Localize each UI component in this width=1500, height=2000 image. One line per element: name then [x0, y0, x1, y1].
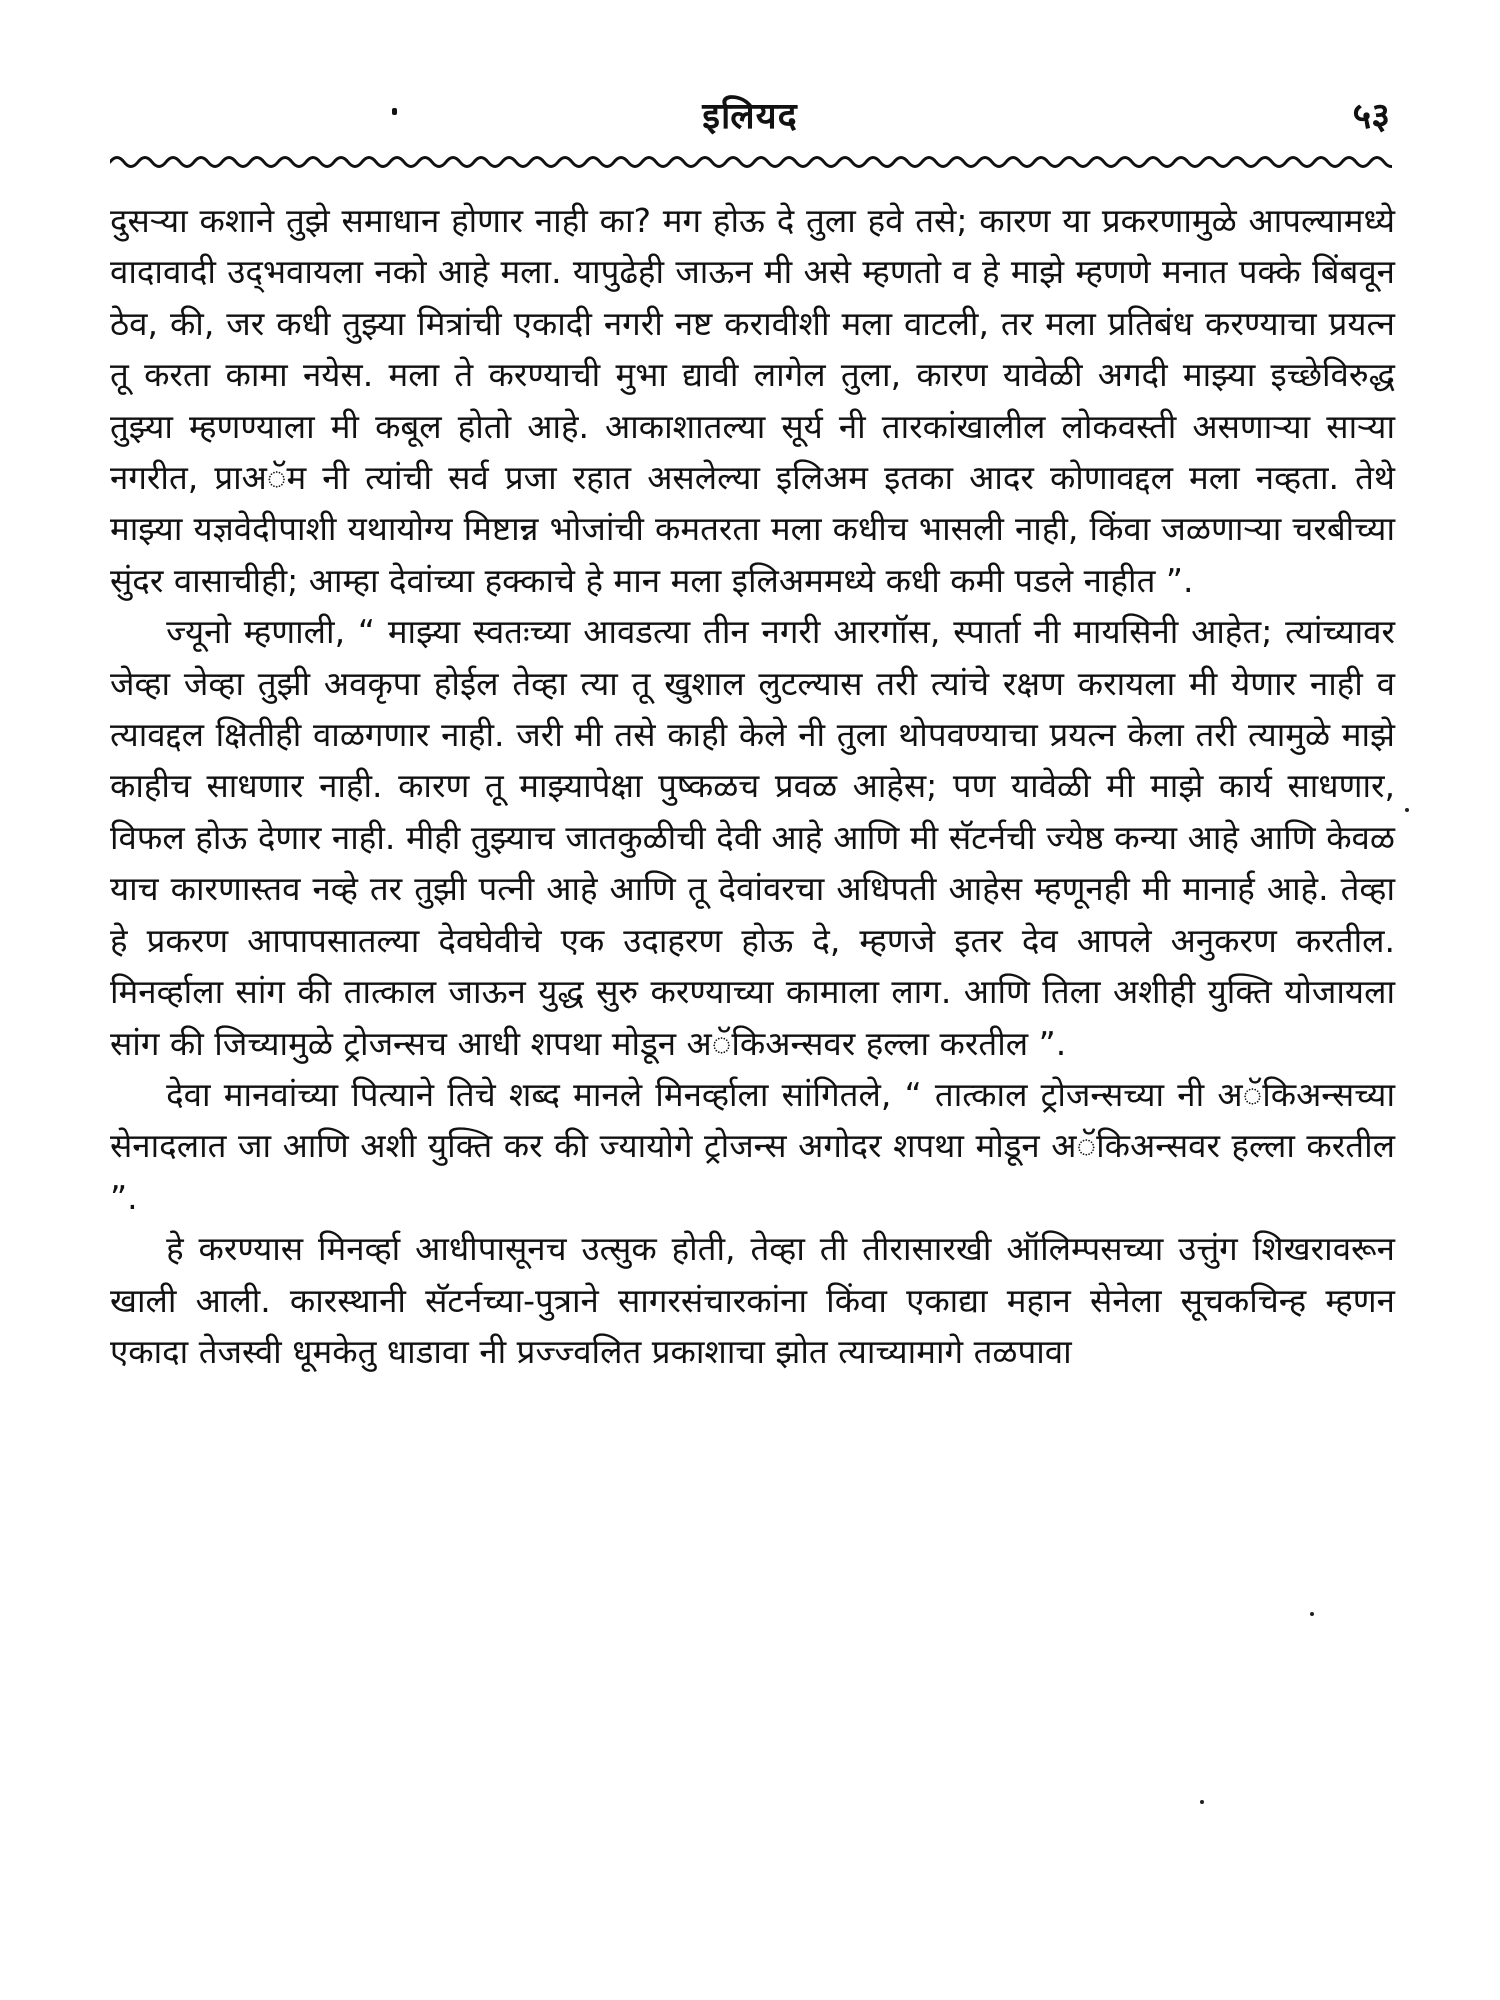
paragraph: हे करण्यास मिनर्व्हा आधीपासूनच उत्सुक होती, तेव्हा ती तीरासारखी ऑलिम्पसच्या उत्तुंग शिखरावरून खाली आली. कारस्थानी सॅटर्नच्या-पुत्राने सागरसंचारकांना किंवा एकाद्या महान सेनेला सूचकचिन्ह म्हणन एकादा तेजस्वी धूमकेतु धाडावा नी प्रज्ज्वलित प्रकाशाचा झोत त्याच्यामागे तळपावा: [110, 1229, 1395, 1371]
paragraph: ज्यूनो म्हणाली, “ माझ्या स्वतःच्या आवडत्या तीन नगरी आरगॉस, स्पार्ता नी मायसिनी आहेत; त्यांच्यावर जेव्हा जेव्हा तुझी अवकृपा होईल तेव्हा त्या तू खुशाल लुटल्यास तरी त्यांचे रक्षण करायला मी येणार नाही व त्यावद्दल क्षितीही वाळगणार नाही. जरी मी तसे काही केले नी तुला थोपवण्याचा प्रयत्न केला तरी त्यामुळे माझे काहीच साधणार नाही. कारण तू माझ्यापेक्षा पुष्कळच प्रवळ आहेस; पण यावेळी मी माझे कार्य साधणार, विफल होऊ देणार नाही. मीही तुझ्याच जातकुळीची देवी आहे आणि मी सॅटर्नची ज्येष्ठ कन्या आहे आणि केवळ याच कारणास्तव नव्हे तर तुझी पत्नी आहे आणि तू देवांवरचा अधिपती आहेस म्हणूनही मी मानार्ह आहे. तेव्हा हे प्रकरण आपापसातल्या देवघेवीचे एक उदाहरण होऊ दे, म्हणजे इतर देव आपले अनुकरण करतील. मिनर्व्हाला सांग की तात्काल जाऊन युद्ध सुरु करण्याच्या कामाला लाग. आणि तिला अशीही युक्ति योजायला सांग की जिच्यामुळे ट्रोजन्सच आधी शपथा मोडून अॅकिअन्सवर हल्ला करतील ”.: [110, 612, 1395, 1063]
ink-speck: [1310, 1612, 1314, 1616]
paragraph: दुसऱ्या कशाने तुझे समाधान होणार नाही का? मग होऊ दे तुला हवे तसे; कारण या प्रकरणामुळे आपल्यामध्ये वादावादी उद्‌भवायला नको आहे मला. यापुढेही जाऊन मी असे म्हणतो व हे माझे म्हणणे मनात पक्के बिंबवून ठेव, की, जर कधी तुझ्या मित्रांची एकादी नगरी नष्ट करावीशी मला वाटली, तर मला प्रतिबंध करण्याचा प्रयत्न तू करता कामा नयेस. मला ते करण्याची मुभा द्यावी लागेल तुला, कारण यावेळी अगदी माझ्या इच्छेविरुद्ध तुझ्या म्हणण्याला मी कबूल होतो आहे. आकाशातल्या सूर्य नी तारकांखालील लोकवस्ती असणाऱ्या साऱ्या नगरीत, प्राअॅम नी त्यांची सर्व प्रजा रहात असलेल्या इलिअम इतका आदर कोणावद्दल मला नव्हता. तेथे माझ्या यज्ञवेदीपाशी यथायोग्य मिष्टान्न भोजांची कमतरता मला कधीच भासली नाही, किंवा जळणाऱ्या चरबीच्या सुंदर वासाचीही; आम्हा देवांच्या हक्काचे हे मान मला इलिअममध्ये कधी कमी पडले नाहीत ”.: [110, 201, 1395, 600]
ink-speck: [1200, 1800, 1204, 1804]
page-number: ५३: [1352, 96, 1390, 137]
running-head: [110, 92, 1390, 152]
ink-speck: [1405, 808, 1409, 812]
paragraph: देवा मानवांच्या पित्याने तिचे शब्द मानले मिनर्व्हाला सांगितले, “ तात्काल ट्रोजन्सच्या नी अॅकिअन्सच्या सेनादलात जा आणि अशी युक्ति कर की ज्यायोगे ट्रोजन्स अगोदर शपथा मोडून अॅकिअन्सवर हल्ला करतील ”.: [110, 1074, 1395, 1217]
wavy-rule-divider: [110, 150, 1392, 174]
body-text: [110, 195, 1395, 1377]
page-title: इलियद: [702, 96, 798, 137]
